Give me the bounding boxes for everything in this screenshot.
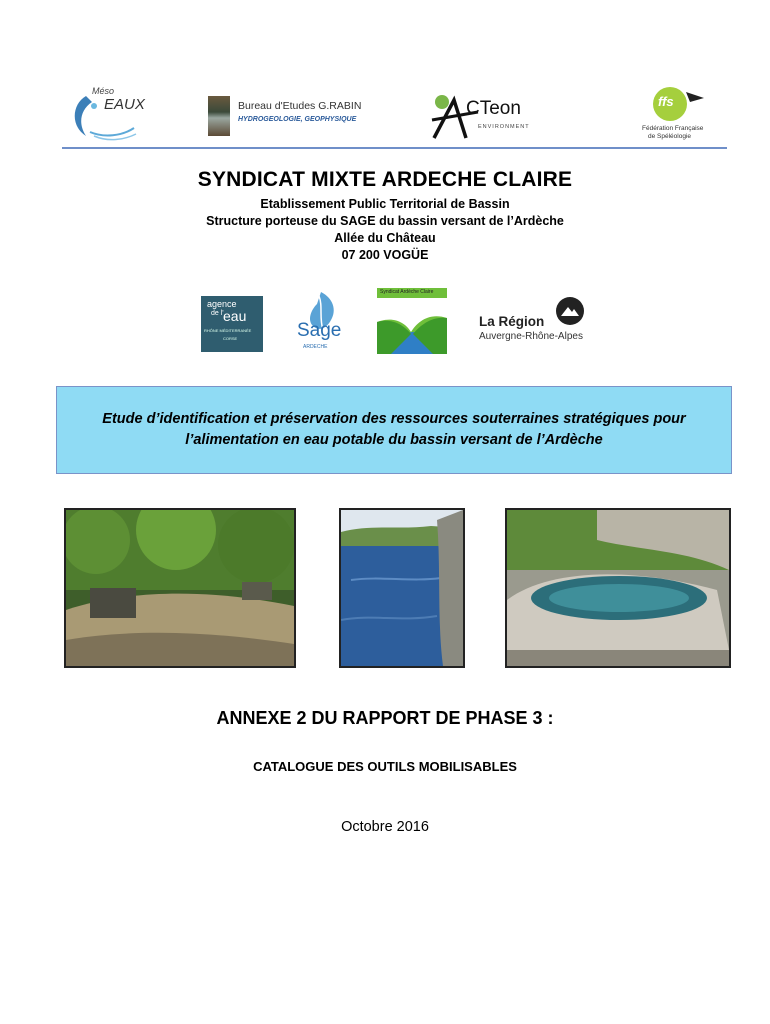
acteon-main-text: CTeon	[466, 98, 521, 119]
study-title-line1: Etude d’identification et préservation des ressources souterraines stratégiques pour	[102, 411, 686, 427]
region-mountain-icon	[555, 296, 585, 326]
ffs-main-text: ffs	[658, 94, 674, 109]
sage-main-text: Sage	[297, 320, 342, 341]
header-line-1: Etablissement Public Territorial de Bassin	[260, 197, 510, 211]
agence-line4: RHÔNE MÉDITERRANÉE	[204, 328, 252, 333]
syndicat-landscape-icon	[377, 288, 447, 354]
study-title	[94, 409, 693, 451]
agence-line5: CORSE	[223, 336, 238, 341]
meso-eaux-logo	[64, 84, 154, 144]
header-rule	[62, 147, 727, 149]
syndicat-label: Syndicat Ardèche Claire	[380, 289, 434, 295]
top-logo-row	[60, 78, 730, 146]
region-logo	[477, 296, 595, 352]
agence-line1: agence	[207, 299, 237, 309]
meso-small-text: Méso	[92, 86, 115, 96]
partner-logo-row	[195, 290, 595, 356]
photo-spring-basin	[505, 508, 731, 668]
photo-forest-clearing	[64, 508, 296, 668]
acteon-sub-text: ENVIRONMENT	[478, 124, 530, 130]
rabin-logo	[208, 96, 368, 138]
photo-river	[339, 508, 465, 668]
agence-eau-logo	[201, 296, 263, 352]
ffs-line2: de Spéléologie	[648, 133, 692, 140]
sage-logo	[293, 290, 347, 352]
meso-main-text: EAUX	[104, 96, 145, 113]
page-title: SYNDICAT MIXTE ARDECHE CLAIRE	[197, 168, 573, 191]
header-line-2: Structure porteuse du SAGE du bassin versant de l’Ardèche	[206, 214, 564, 228]
forest-clearing-image	[66, 510, 294, 666]
sage-sub-text: ARDECHE	[303, 344, 328, 350]
spring-basin-image	[507, 510, 729, 666]
ffs-logo	[640, 86, 730, 142]
agence-line3: eau	[223, 308, 247, 324]
rabin-line1: Bureau d'Etudes G.RABIN	[238, 100, 362, 112]
agence-line2: de l'	[211, 310, 224, 317]
rabin-line2: HYDROGEOLOGIE, GEOPHYSIQUE	[238, 116, 357, 123]
study-title-box	[56, 386, 732, 474]
syndicat-logo	[377, 288, 447, 354]
region-line2: Auvergne-Rhône-Alpes	[479, 331, 583, 342]
ffs-icon	[640, 86, 730, 124]
study-title-line2: l’alimentation en eau potable du bassin versant de l’Ardèche	[185, 432, 603, 448]
catalogue-title: CATALOGUE DES OUTILS MOBILISABLES	[253, 759, 517, 774]
ffs-line1: Fédération Française	[642, 125, 704, 132]
header-line-4: 07 200 VOGÜE	[341, 248, 429, 262]
annexe-title: ANNEXE 2 DU RAPPORT DE PHASE 3 :	[216, 708, 554, 728]
acteon-logo	[430, 92, 560, 142]
header-line-3: Allée du Château	[334, 231, 436, 245]
report-date: Octobre 2016	[341, 819, 429, 835]
rabin-photo-icon	[208, 96, 230, 136]
river-image	[341, 510, 463, 666]
region-line1: La Région	[479, 314, 545, 329]
